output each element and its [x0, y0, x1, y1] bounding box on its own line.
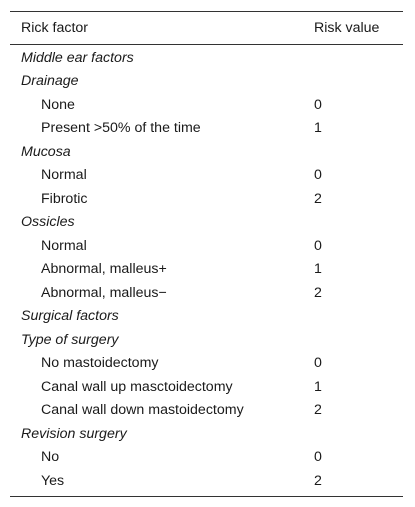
table-section-row: [10, 140, 403, 164]
risk-value-cell: 0: [314, 449, 322, 466]
table-row: [10, 258, 403, 282]
table-row: [10, 446, 403, 470]
risk-factor-cell: Canal wall up masctoidectomy: [41, 378, 233, 395]
table-row: [10, 281, 403, 305]
risk-value-cell: 0: [314, 167, 322, 184]
header-risk-factor: Rick factor: [21, 20, 89, 36]
section-label: Drainage: [21, 73, 79, 90]
risk-value-cell: 0: [314, 96, 322, 113]
table-body: [10, 45, 403, 496]
section-label: Revision surgery: [21, 425, 127, 442]
risk-factor-cell: Abnormal, malleus+: [41, 261, 167, 278]
table-section-row: [10, 305, 403, 329]
risk-value-cell: 2: [314, 284, 322, 301]
table-section-row: [10, 70, 403, 94]
table-section-row: [10, 422, 403, 446]
table-bottom-rule: [10, 496, 403, 497]
section-label: Middle ear factors: [21, 49, 134, 66]
risk-factor-cell: Fibrotic: [41, 190, 88, 207]
risk-value-cell: 0: [314, 237, 322, 254]
risk-value-cell: 2: [314, 472, 322, 489]
table-row: [10, 164, 403, 188]
risk-factor-table: [10, 11, 403, 497]
risk-factor-cell: Present >50% of the time: [41, 120, 201, 137]
table-row: [10, 234, 403, 258]
risk-value-cell: 1: [314, 261, 322, 278]
table-row: [10, 93, 403, 117]
risk-factor-cell: Normal: [41, 237, 87, 254]
table-row: [10, 375, 403, 399]
risk-value-cell: 2: [314, 190, 322, 207]
risk-value-cell: 1: [314, 120, 322, 137]
table-row: [10, 469, 403, 493]
risk-value-cell: 2: [314, 402, 322, 419]
table-row: [10, 187, 403, 211]
table-section-row: [10, 46, 403, 70]
risk-factor-cell: None: [41, 96, 75, 113]
table-header-row: [10, 12, 403, 44]
section-label: Surgical factors: [21, 308, 119, 325]
risk-value-cell: 0: [314, 355, 322, 372]
table-row: [10, 399, 403, 423]
table-row: [10, 352, 403, 376]
risk-factor-cell: No mastoidectomy: [41, 355, 159, 372]
risk-value-cell: 1: [314, 378, 322, 395]
header-risk-value: Risk value: [314, 20, 380, 36]
risk-factor-cell: Yes: [41, 472, 65, 489]
risk-factor-cell: Canal wall down mastoidectomy: [41, 402, 244, 419]
risk-factor-cell: Normal: [41, 167, 87, 184]
table-row: [10, 117, 403, 141]
table-section-row: [10, 328, 403, 352]
risk-factor-cell: No: [41, 449, 60, 466]
section-label: Mucosa: [21, 143, 71, 160]
risk-factor-cell: Abnormal, malleus−: [41, 284, 167, 301]
section-label: Type of surgery: [21, 331, 119, 348]
section-label: Ossicles: [21, 214, 75, 231]
table-section-row: [10, 211, 403, 235]
